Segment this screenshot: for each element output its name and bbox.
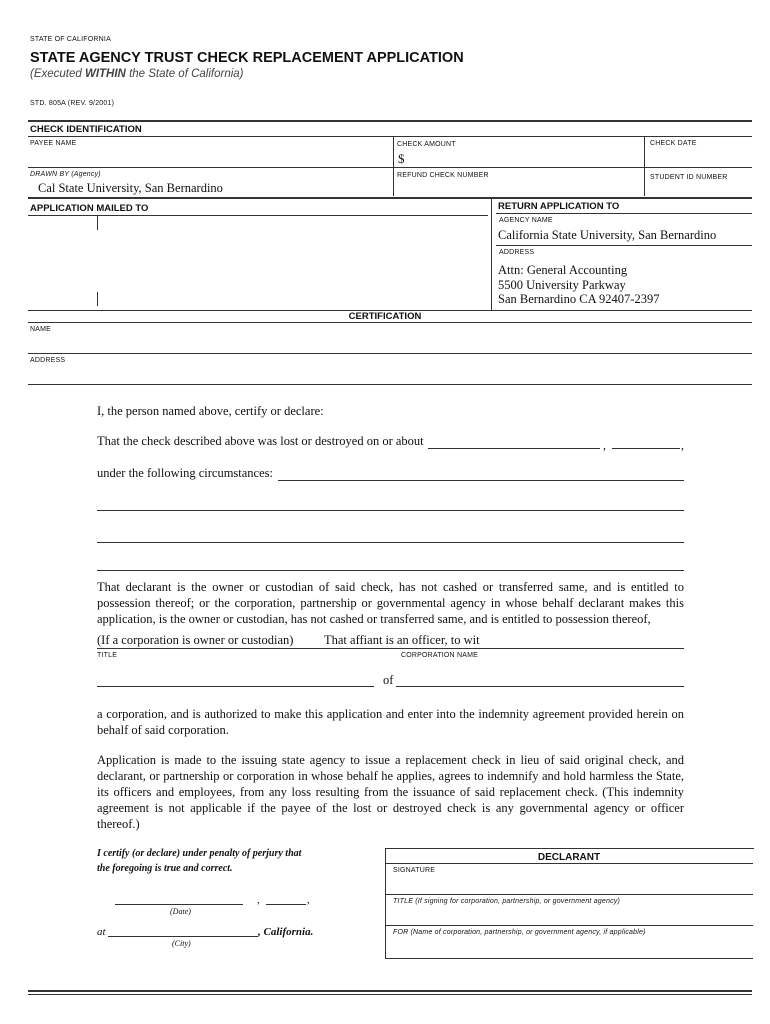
footer-rule <box>28 994 752 995</box>
city-label: (City) <box>172 939 191 948</box>
year-line[interactable] <box>266 904 306 905</box>
corporation-line-right[interactable] <box>396 686 684 687</box>
affiant-statement: That affiant is an officer, to wit <box>324 633 480 647</box>
return-application-to-heading: RETURN APPLICATION TO <box>498 201 620 212</box>
form-subtitle: (Executed WITHIN the State of California) <box>30 68 244 80</box>
signature-label: SIGNATURE <box>393 867 436 874</box>
form-title: STATE AGENCY TRUST CHECK REPLACEMENT APPLICATION <box>30 50 464 66</box>
drawn-by-field[interactable]: Cal State University, San Bernardino <box>38 181 223 195</box>
cert-name-label: NAME <box>30 326 52 333</box>
address-line-3: San Bernardino CA 92407-2397 <box>498 292 660 306</box>
address-label: ADDRESS <box>499 249 535 256</box>
owner-paragraph: That declarant is the owner or custodian of said check, has not cashed or transferred same, and is entitled to possession thereof; or the corporation, partnership or governmental agency in whose behalf declarant makes this application, is the owner or custodian, has not cashed or transferred same, and is entitled to possession thereof, <box>97 580 684 626</box>
cert-name-line[interactable] <box>28 353 752 354</box>
agency-name-value: California State University, San Bernardino <box>498 228 717 242</box>
of-text: of <box>383 673 394 687</box>
check-date-label: CHECK DATE <box>650 140 697 147</box>
for-entity-label: FOR (Name of corporation, partnership, or government agency, if applicable) <box>393 929 646 936</box>
divider <box>491 198 492 311</box>
check-amount-label: CHECK AMOUNT <box>397 141 456 148</box>
refund-check-number-label: REFUND CHECK NUMBER <box>397 172 489 179</box>
section-rule-top <box>28 120 752 122</box>
rule <box>496 213 752 214</box>
circumstances-line-1[interactable] <box>278 480 684 481</box>
state-label: STATE OF CALIFORNIA <box>30 36 111 43</box>
officer-title-line[interactable] <box>97 648 684 649</box>
check-identification-heading: CHECK IDENTIFICATION <box>30 124 142 135</box>
lost-year-line[interactable] <box>612 448 680 449</box>
declarant-heading: DECLARANT <box>537 852 601 863</box>
at-text: at <box>97 926 106 938</box>
date-comma: , <box>307 894 310 906</box>
corporation-parenthetical: (If a corporation is owner or custodian) <box>97 633 294 647</box>
signature-line[interactable] <box>385 894 753 895</box>
california-text: , California. <box>258 926 314 938</box>
address-line-1: Attn: General Accounting <box>498 263 628 277</box>
return-address <box>498 263 659 307</box>
cert-address-label: ADDRESS <box>30 357 66 364</box>
divider <box>644 136 645 196</box>
rule <box>28 197 752 199</box>
date-label: (Date) <box>170 907 191 916</box>
for-entity-line[interactable] <box>385 958 753 959</box>
rule <box>385 863 753 864</box>
circumstances-line-3[interactable] <box>97 542 684 543</box>
corporation-paragraph: a corporation, and is authorized to make this application and enter into the indemnity agreement provided herein on behalf of said corporation. <box>97 707 684 737</box>
application-paragraph: Application is made to the issuing state agency to issue a replacement check in lieu of said original check, and declarant, or partnership or corporation in whose behalf he applies, agrees to indemnify and hold harmless the State, its officers and employees, from any loss resulting from the issuance of said replacement check. (This indemnity agreement is not applicable if the payee of the lost or destroyed check is any governmental agency or officer thereof.) <box>97 753 684 831</box>
date-line[interactable] <box>115 904 243 905</box>
payee-name-label: PAYEE NAME <box>30 140 77 147</box>
signer-title-label: TITLE (If signing for corporation, partnership, or government agency) <box>393 898 621 905</box>
penalty-statement-line-2: the foregoing is true and correct. <box>97 863 233 874</box>
date-comma: , <box>257 894 260 906</box>
lost-destroyed-statement: That the check described above was lost or destroyed on or about <box>97 434 424 448</box>
lost-date-line[interactable] <box>428 448 600 449</box>
mailed-to-field-marker <box>97 216 98 230</box>
certification-heading: CERTIFICATION <box>348 311 422 322</box>
signer-title-line[interactable] <box>385 925 753 926</box>
circumstances-label: under the following circumstances: <box>97 466 273 480</box>
city-line[interactable] <box>108 936 258 937</box>
circumstances-line-2[interactable] <box>97 510 684 511</box>
penalty-statement-line-1: I certify (or declare) under penalty of perjury that <box>97 848 302 859</box>
application-mailed-to-heading: APPLICATION MAILED TO <box>30 203 149 214</box>
student-id-label: STUDENT ID NUMBER <box>650 174 728 181</box>
corporation-line-left[interactable] <box>97 686 374 687</box>
address-line-2: 5500 University Parkway <box>498 277 626 292</box>
corporation-name-label: CORPORATION NAME <box>401 652 478 659</box>
drawn-by-label: DRAWN BY (Agency) <box>30 171 101 178</box>
title-label: TITLE <box>97 652 118 659</box>
circumstances-line-4[interactable] <box>97 570 684 571</box>
divider <box>393 136 394 196</box>
date-comma: , <box>681 438 684 452</box>
agency-name-label: AGENCY NAME <box>499 217 553 224</box>
rule <box>28 322 752 323</box>
check-amount-field[interactable]: $ <box>398 151 405 166</box>
rule <box>28 167 752 168</box>
form-number: STD. 805A (REV. 9/2001) <box>30 100 115 107</box>
footer-rule <box>28 990 752 992</box>
date-comma: , <box>603 438 606 452</box>
mailed-to-field-marker <box>97 292 98 306</box>
rule <box>496 245 752 246</box>
cert-address-line[interactable] <box>28 384 752 385</box>
certify-statement: I, the person named above, certify or declare: <box>97 404 324 418</box>
